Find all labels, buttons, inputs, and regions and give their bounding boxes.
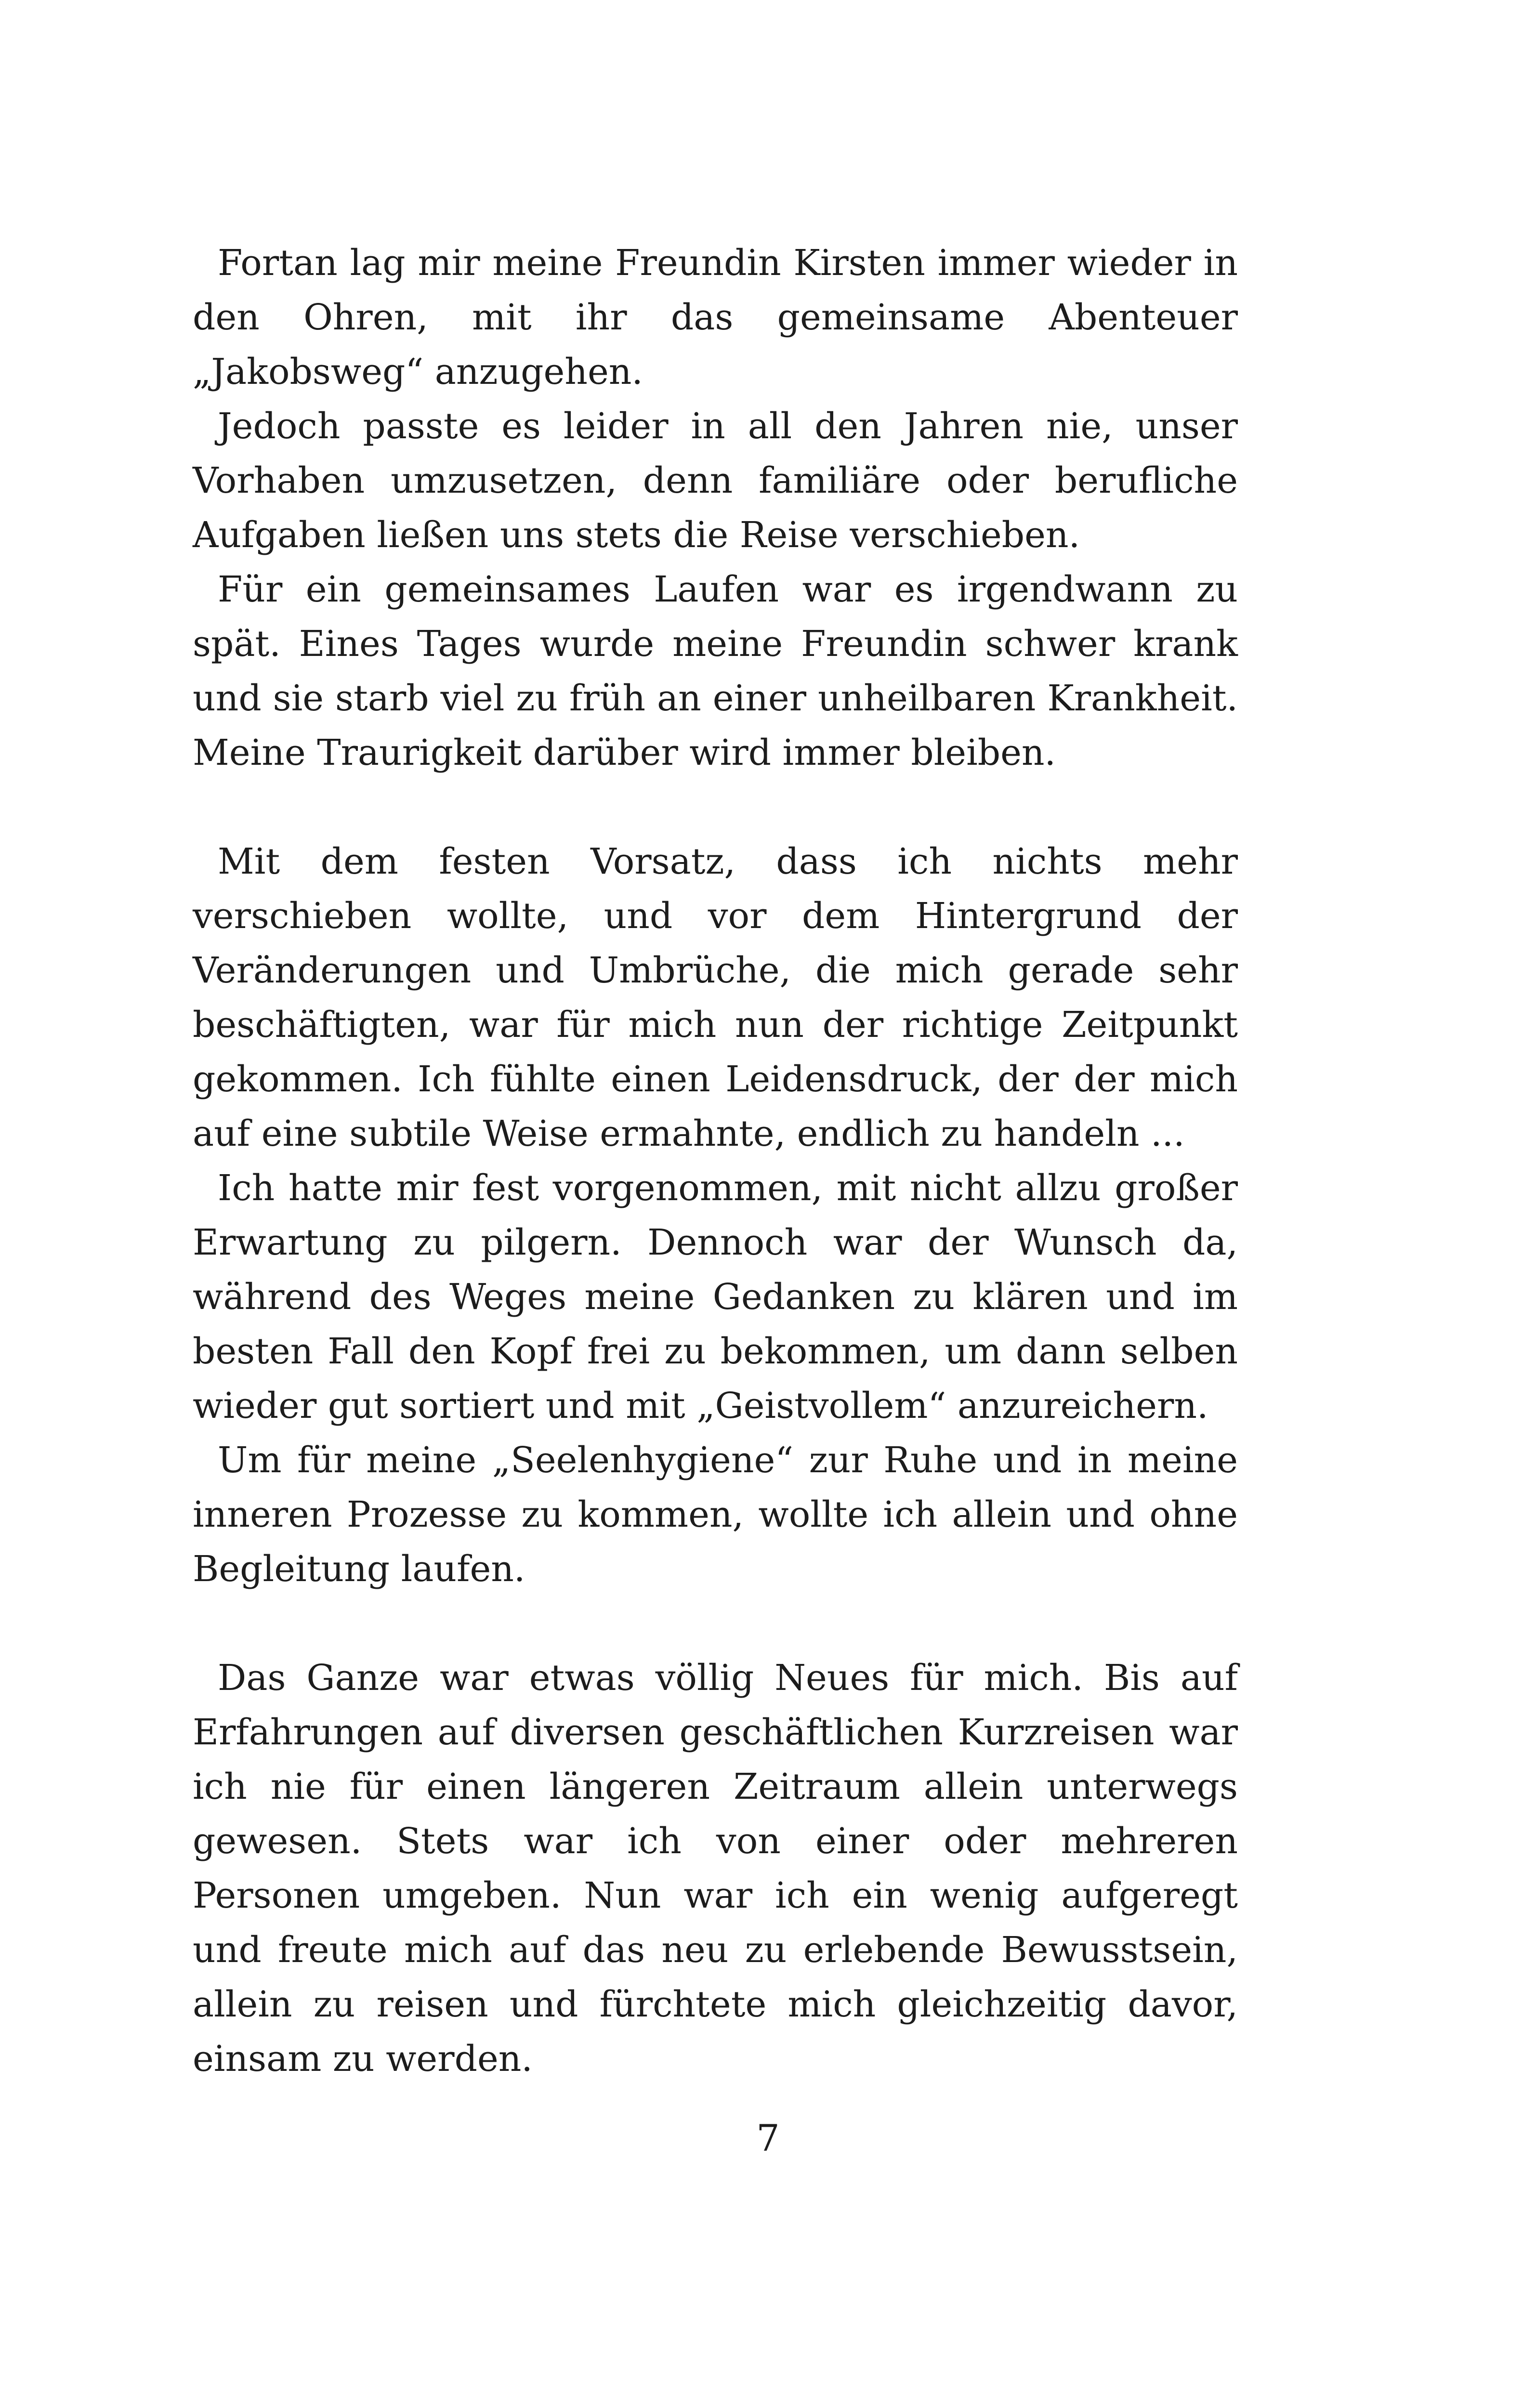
body-text xyxy=(193,236,1238,2086)
section-break xyxy=(193,1597,1238,1651)
section-break xyxy=(193,780,1238,835)
paragraph: Das Ganze war etwas völlig Neues für mich. Bis auf Erfahrungen auf diversen geschäftlichen Kurzreisen war ich nie für einen längeren Zeitraum allein unterwegs gewesen. Stets war ich von einer oder mehreren Personen umgeben. Nun war ich ein wenig aufgeregt und freute mich auf das neu zu erlebende Bewusstsein, allein zu reisen und fürchtete mich gleichzeitig davor, einsam zu werden. xyxy=(193,1657,1238,2080)
paragraph: Mit dem festen Vorsatz, dass ich nichts mehr verschieben wollte, und vor dem Hintergrund der Veränderungen und Umbrüche, die mich gerade sehr beschäftigten, war für mich nun der richtige Zeitpunkt gekommen. Ich fühlte einen Leidensdruck, der der mich auf eine subtile Weise ermahnte, endlich zu handeln ... xyxy=(193,841,1238,1154)
paragraph: Um für meine „Seelenhygiene“ zur Ruhe und in meine inneren Prozesse zu kommen, wollte ich allein und ohne Begleitung laufen. xyxy=(193,1440,1238,1590)
paragraph: Jedoch passte es leider in all den Jahren nie, unser Vorhaben umzusetzen, denn familiäre oder berufliche Aufgaben ließen uns stets die Reise verschieben. xyxy=(193,406,1238,556)
paragraph: Fortan lag mir meine Freundin Kirsten immer wieder in den Ohren, mit ihr das gemeinsame Abenteuer „Jakobsweg“ anzugehen. xyxy=(193,242,1238,393)
paragraph: Für ein gemeinsames Laufen war es irgendwann zu spät. Eines Tages wurde meine Freundin schwer krank und sie starb viel zu früh an einer unheilbaren Krankheit. Meine Traurigkeit darüber wird immer bleiben. xyxy=(193,569,1238,773)
paragraph: Ich hatte mir fest vorgenommen, mit nicht allzu großer Erwartung zu pilgern. Dennoch war der Wunsch da, während des Weges meine Gedanken zu klären und im besten Fall den Kopf frei zu bekommen, um dann selben wieder gut sortiert und mit „Geistvollem“ anzureichern. xyxy=(193,1167,1238,1426)
page-number: 7 xyxy=(756,2117,780,2159)
